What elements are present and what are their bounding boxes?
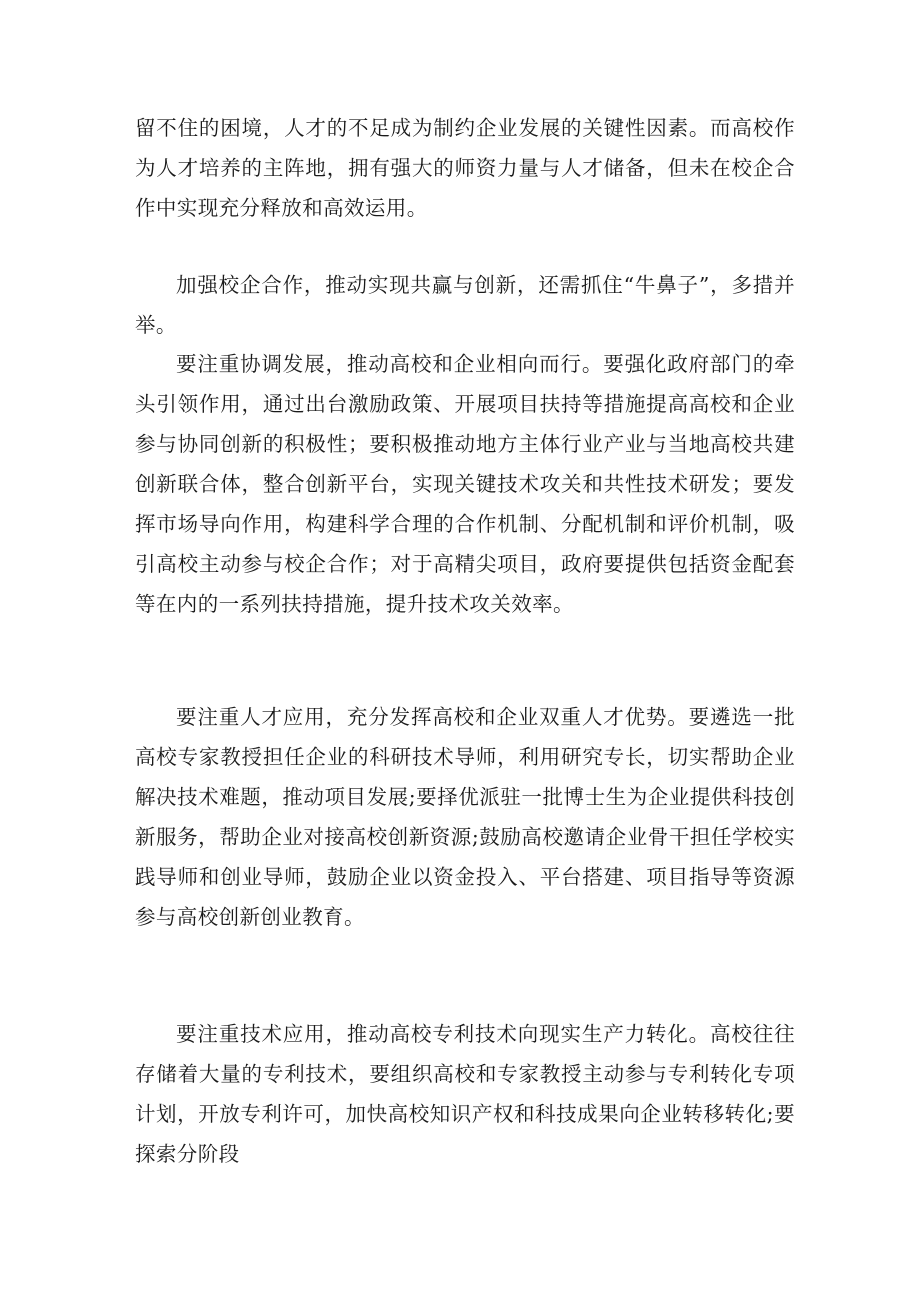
paragraph-coordinated-development: 要注重协调发展，推动高校和企业相向而行。要强化政府部门的牵头引领作用，通过出台激励政策、开展项目扶持等措施提高高校和企业参与协同创新的积极性；要积极推动地方主体行业产业与当地高校共建创新联合体，整合创新平台，实现关键技术攻关和共性技术研发；要发挥市场导向作用，构建科学合理的合作机制、分配机制和评价机制，吸引高校主动参与校企合作；对于高精尖项目，政府要提供包括资金配套等在内的一系列扶持措施，提升技术攻关效率。	[135, 352, 795, 616]
paragraph-continuation: 留不住的困境，人才的不足成为制约企业发展的关键性因素。而高校作为人才培养的主阵地，拥有强大的师资力量与人才储备，但未在校企合作中实现充分释放和高效运用。	[135, 116, 795, 220]
paragraph-talent-application: 要注重人才应用，充分发挥高校和企业双重人才优势。要遴选一批高校专家教授担任企业的科研技术导师，利用研究专长，切实帮助企业解决技术难题，推动项目发展;要择优派驻一批博士生为企业提供科技创新服务，帮助企业对接高校创新资源;鼓励高校邀请企业骨干担任学校实践导师和创业导师，鼓励企业以资金投入、平台搭建、项目指导等资源参与高校创新创业教育。	[135, 705, 795, 929]
paragraph-intro: 加强校企合作，推动实现共赢与创新，还需抓住“牛鼻子”，多措并举。	[135, 273, 795, 337]
paragraph-technology-application: 要注重技术应用，推动高校专利技术向现实生产力转化。高校往往存储着大量的专利技术，要组织高校和专家教授主动参与专利转化专项计划，开放专利许可，加快高校知识产权和科技成果向企业转移转化;要探索分阶段	[135, 1022, 795, 1166]
